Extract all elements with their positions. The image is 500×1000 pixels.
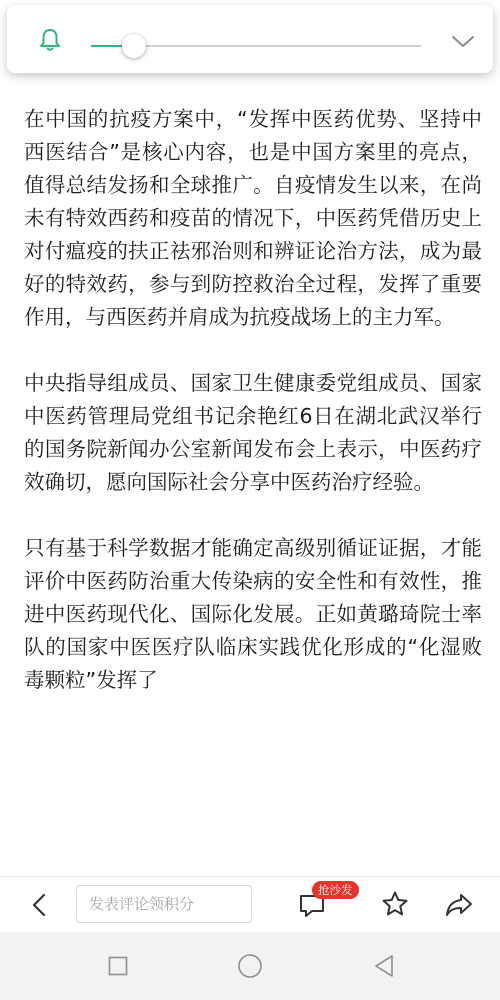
article-paragraph: 只有基于科学数据才能确定高级别循证证据，才能评价中医药防治重大传染病的安全性和有效性，推进中医药现代化、国际化发展。正如黄璐琦院士率队的国家中医医疗队临床实践优化形成的“化湿败毒颗粒”发挥了 xyxy=(24,536,482,692)
volume-popup xyxy=(7,5,493,73)
article-body xyxy=(24,103,482,730)
comment-input[interactable]: 发表评论领积分 xyxy=(76,885,252,923)
home-icon[interactable] xyxy=(237,953,263,979)
article-paragraph: 中央指导组成员、国家卫生健康委党组成员、国家中医药管理局党组书记余艳红6日在湖北武汉举行的国务院新闻办公室新闻发布会上表示，中医药疗效确切，愿向国际社会分享中医药治疗经验。 xyxy=(24,371,482,494)
back-arrow-icon[interactable] xyxy=(26,891,52,919)
comment-badge: 抢沙发 xyxy=(312,881,359,899)
volume-slider[interactable] xyxy=(91,45,421,47)
volume-slider-thumb[interactable] xyxy=(122,34,146,58)
article-paragraph: 在中国的抗疫方案中，“发挥中医药优势、坚持中西医结合”是核心内容，也是中国方案里的亮点，值得总结发扬和全球推广。自疫情发生以来，在尚未有特效西药和疫苗的情况下，中医药凭借历史上对付瘟疫的扶正祛邪治则和辨证论治方法，成为最好的特效药，参与到防控救治全过程，发挥了重要作用，与西医药并肩成为抗疫战场上的主力军。 xyxy=(24,107,482,329)
back-triangle-icon[interactable] xyxy=(372,954,396,978)
system-nav-bar xyxy=(0,932,500,1000)
bell-icon[interactable] xyxy=(37,27,63,53)
recent-apps-icon[interactable] xyxy=(108,956,128,976)
star-icon[interactable] xyxy=(380,889,410,919)
bottom-action-bar xyxy=(0,876,500,933)
share-icon[interactable] xyxy=(444,890,474,920)
chevron-down-icon[interactable] xyxy=(449,31,477,51)
